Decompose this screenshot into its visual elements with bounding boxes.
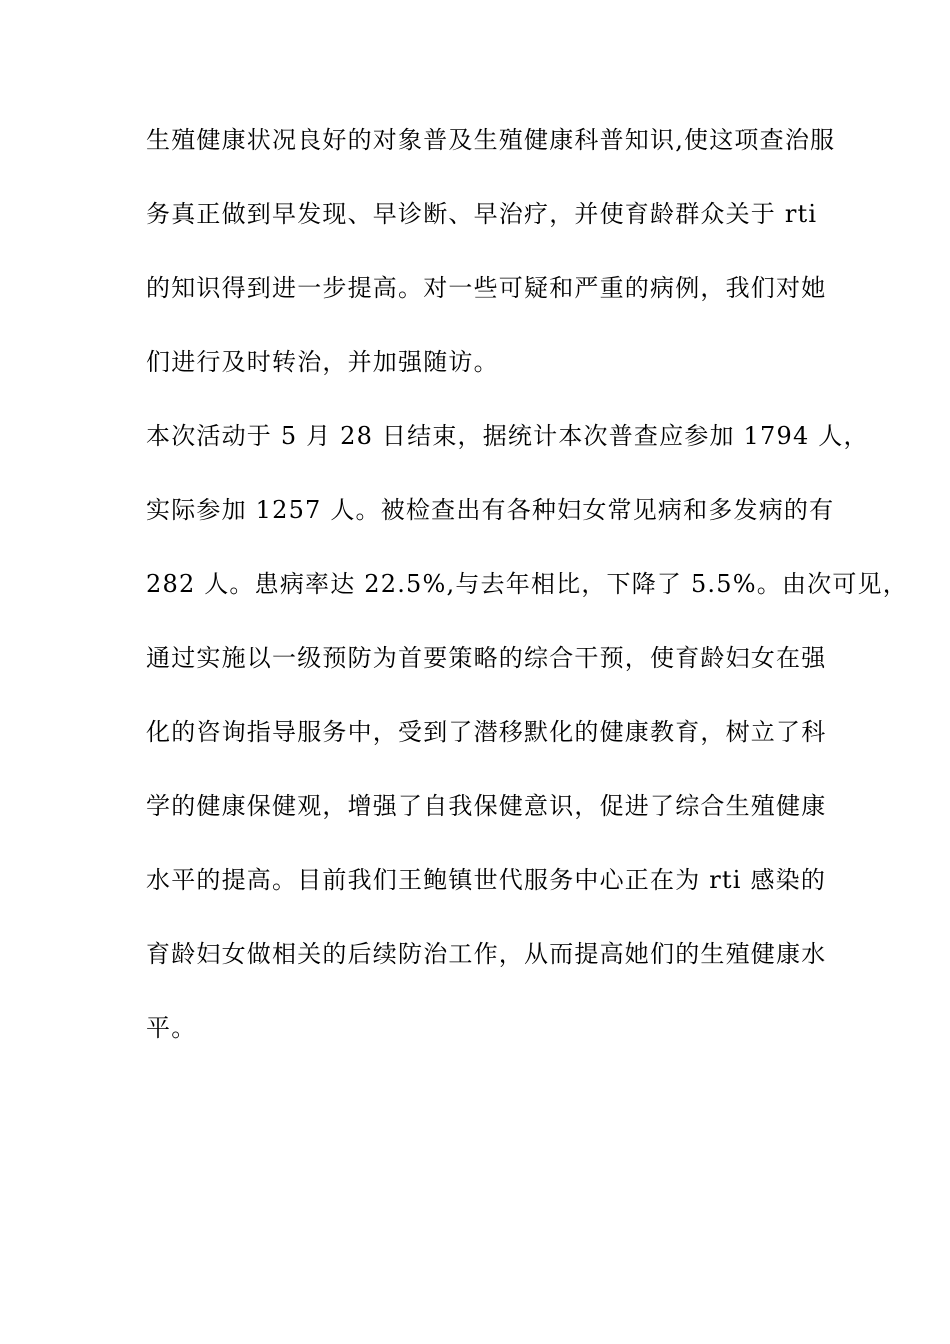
- text-line: 通过实施以一级预防为首要策略的综合干预，使育龄妇女在强: [146, 644, 827, 672]
- text-line: 们进行及时转治，并加强随访。: [146, 348, 499, 376]
- text-line: 育龄妇女做相关的后续防治工作，从而提高她们的生殖健康水: [146, 940, 827, 968]
- text-line: 务真正做到早发现、早诊断、早治疗，并使育龄群众关于 rti: [146, 200, 818, 228]
- text-line: 水平的提高。目前我们王鲍镇世代服务中心正在为 rti 感染的: [146, 866, 827, 894]
- text-line: 本次活动于 5 月 28 日结束，据统计本次普查应参加 1794 人，: [146, 422, 869, 450]
- text-line: 学的健康保健观，增强了自我保健意识，促进了综合生殖健康: [146, 792, 827, 820]
- text-line: 平。: [146, 1014, 197, 1042]
- text-line: 282 人。患病率达 22.5%,与去年相比，下降了 5.5%。由次可见，: [146, 570, 908, 598]
- text-line: 化的咨询指导服务中，受到了潜移默化的健康教育，树立了科: [146, 718, 827, 746]
- text-line: 的知识得到进一步提高。对一些可疑和严重的病例，我们对她: [146, 274, 827, 302]
- body-text: [146, 126, 908, 1090]
- text-line: 实际参加 1257 人。被检查出有各种妇女常见病和多发病的有: [146, 496, 835, 524]
- text-line: 生殖健康状况良好的对象普及生殖健康科普知识,使这项查治服: [146, 126, 836, 154]
